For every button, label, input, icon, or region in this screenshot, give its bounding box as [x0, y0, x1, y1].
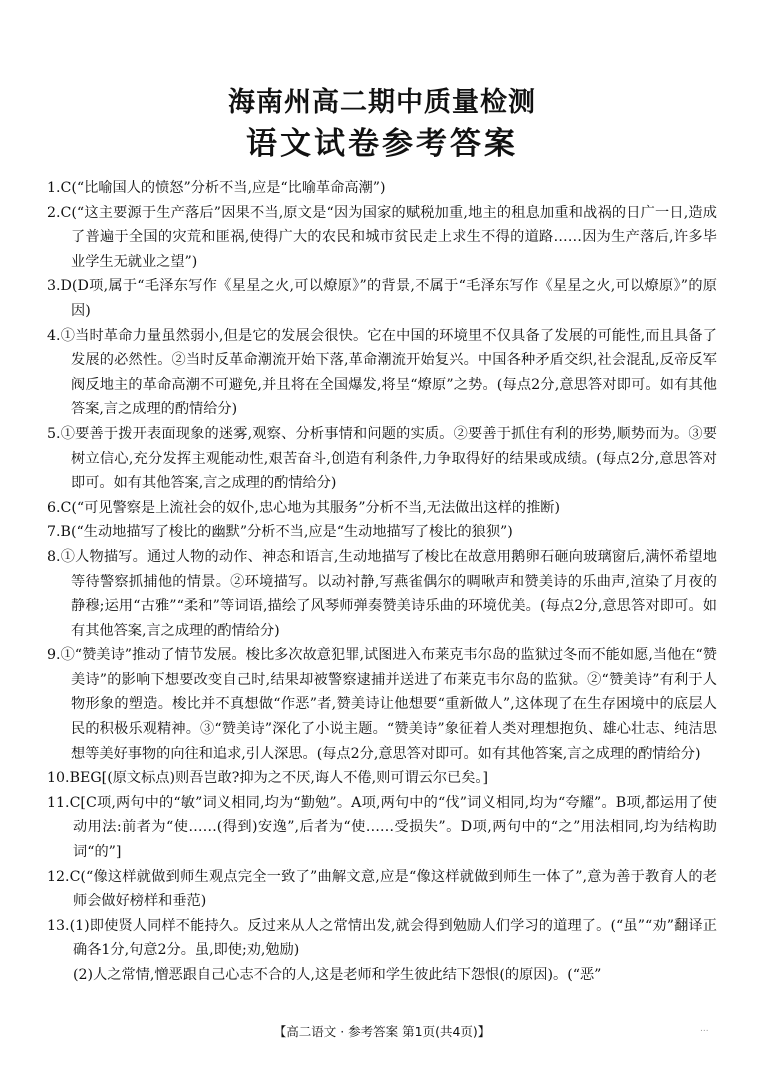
answer-item-10: 10.BEG[(原文标点)则吾岂敢?抑为之不厌,诲人不倦,则可谓云尔已矣。] — [47, 770, 489, 787]
document-subtitle: 语文试卷参考答案 — [246, 126, 518, 162]
page-footer: 【高二语文 · 参考答案 第1页(共4页)】 — [273, 1024, 491, 1039]
answer-item-3: 3.D(D项,属于“毛泽东写作《星星之火,可以燎原》”的背景,不属于“毛泽东写作《星星之火,可以燎原》”的原因) — [47, 278, 717, 319]
answer-item-2: 2.C(“这主要源于生产落后”因果不当,原文是“因为国家的赋税加重,地主的租息加重和战祸的日广一日,造成了普遍于全国的灾荒和匪祸,使得广大的农民和城市贫民走上求生不得的道路……因为生产落后,许多毕业学生无就业之望”) — [47, 204, 717, 270]
answer-item-8: 8.①人物描写。通过人物的动作、神态和语言,生动地描写了梭比在故意用鹅卵石砸向玻璃窗后,满怀希望地等待警察抓捕他的情景。②环境描写。以动衬静,写燕雀偶尔的啁啾声和赞美诗的乐曲声,渲染了月夜的静穆;运用“古雅”“柔和”等词语,描绘了风琴师弹奏赞美诗乐曲的环境优美。(每点2分,意思答对即可。如有其他答案,言之成理的酌情给分) — [47, 548, 717, 639]
corner-mark: ... — [700, 1024, 709, 1034]
answer-item-7: 7.B(“生动地描写了梭比的幽默”分析不当,应是“生动地描写了梭比的狼狈”) — [47, 524, 513, 541]
answer-item-13-part-2: (2)人之常情,憎恶跟自己心志不合的人,这是老师和学生彼此结下怨恨(的原因)。(“恶” — [73, 967, 602, 983]
answer-item-13: 13.(1)即使贤人同样不能持久。反过来从人之常情出发,就会得到勉励人们学习的道理了。(“虽”“劝”翻译正确各1分,句意2分。虽,即使;劝,勉励) — [47, 917, 717, 959]
document-title: 海南州高二期中质量检测 — [228, 87, 536, 118]
answer-list — [47, 176, 717, 988]
answer-item-6: 6.C(“可见警察是上流社会的奴仆,忠心地为其服务”分析不当,无法做出这样的推断) — [47, 499, 560, 516]
answer-item-4: 4.①当时革命力量虽然弱小,但是它的发展会很快。它在中国的环境里不仅具备了发展的可能性,而且具备了发展的必然性。②当时反革命潮流开始下落,革命潮流开始复兴。中国各种矛盾交织,社会混乱,反帝反军阀反地主的革命高潮不可避免,并且将在全国爆发,将呈“燎原”之势。(每点2分,意思答对即可。如有其他答案,言之成理的酌情给分) — [47, 327, 717, 418]
answer-item-11: 11.C[C项,两句中的“敏”词义相同,均为“勤勉”。A项,两句中的“伐”词义相同,均为“夸耀”。B项,都运用了使动用法:前者为“使……(得到)安逸”,后者为“使……受损失”。D项,两句中的“之”用法相同,均为结构助词“的”] — [47, 794, 717, 861]
answer-item-5: 5.①要善于拨开表面现象的迷雾,观察、分析事情和问题的实质。②要善于抓住有利的形势,顺势而为。③要树立信心,充分发挥主观能动性,艰苦奋斗,创造有利条件,力争取得好的结果或成绩。(每点2分,意思答对即可。如有其他答案,言之成理的酌情给分) — [47, 425, 717, 492]
answer-item-1: 1.C(“比喻国人的愤怒”分析不当,应是“比喻革命高潮”) — [47, 180, 386, 196]
answer-item-9: 9.①“赞美诗”推动了情节发展。梭比多次故意犯罪,试图进入布莱克韦尔岛的监狱过冬而不能如愿,当他在“赞美诗”的影响下想要改变自己时,结果却被警察逮捕并送进了布莱克韦尔岛的监狱。②“赞美诗”有利于人物形象的塑造。梭比并不真想做“作恶”者,赞美诗让他想要“重新做人”,这体现了在生存困境中的底层人民的积极乐观精神。③“赞美诗”深化了小说主题。“赞美诗”象征着人类对理想抱负、雄心壮志、纯洁思想等美好事物的向往和追求,引人深思。(每点2分,意思答对即可。如有其他答案,言之成理的酌情给分) — [47, 647, 717, 762]
answer-item-12: 12.C(“像这样就做到师生观点完全一致了”曲解文意,应是“像这样就做到师生一体了”,意为善于教育人的老师会做好榜样和垂范) — [47, 868, 717, 910]
